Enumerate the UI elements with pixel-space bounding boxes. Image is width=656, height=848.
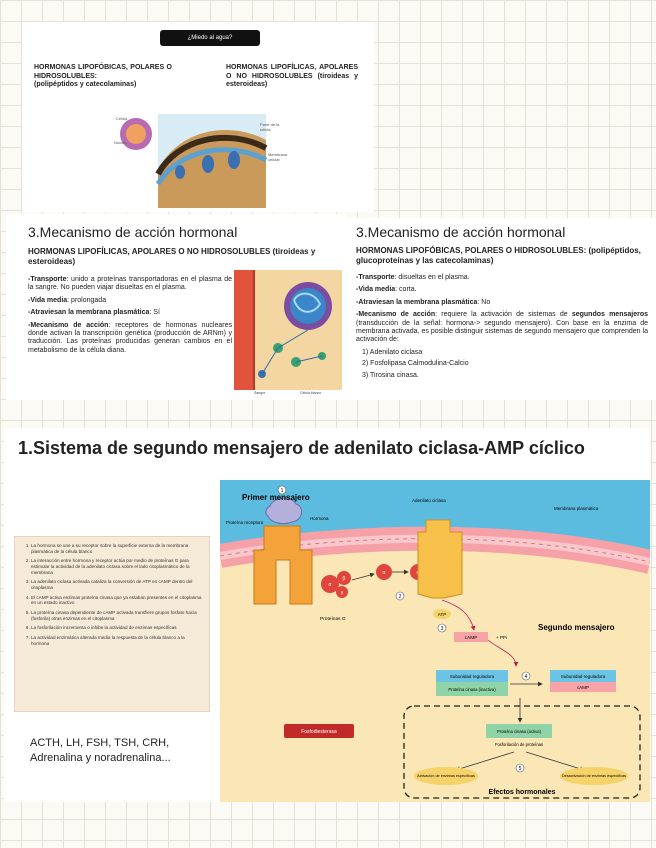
- svg-text:Subunidad reguladora: Subunidad reguladora: [449, 674, 495, 679]
- svg-text:Proteína cinasa (inactiva): Proteína cinasa (inactiva): [448, 687, 496, 692]
- lipofobicas-header: [34, 64, 172, 90]
- svg-text:Subunidad reguladora: Subunidad reguladora: [560, 674, 606, 679]
- slide-adenilato-ciclasa: [4, 428, 650, 802]
- svg-text:5: 5: [518, 766, 522, 772]
- slide3-title: 3.Mecanismo de acción hormonal: [356, 224, 566, 240]
- slide3-properties: [356, 274, 648, 383]
- svg-text:Núcleo: Núcleo: [114, 140, 127, 145]
- phosphorylation-label: Fosforilación de proteínas: [494, 742, 544, 747]
- steps-panel: [14, 536, 210, 712]
- adenylate-cyclase-label: Adenilato ciclasa: [412, 498, 446, 503]
- svg-text:Sangre: Sangre: [254, 391, 266, 395]
- svg-text:γ: γ: [340, 590, 344, 596]
- hormone-label: Hormona: [310, 516, 329, 521]
- prop-mecanismo: -Mecanismo de acción: receptores de hormonas nucleares donde activan la transcripción genética (producción de ARNm) y traducción. Las proteínas producidas generan cambios en el metabolismo de la célula diana.: [28, 321, 232, 354]
- hormonal-effects-label: Efectos hormonales: [488, 789, 556, 796]
- slide-lipofobicas-vs-lipofilicas: [22, 22, 374, 212]
- svg-text:α: α: [328, 582, 332, 588]
- slide-lipofobicas-mecanismo: [346, 218, 656, 400]
- adenylate-cyclase: [418, 520, 462, 598]
- slide2-title: 3.Mecanismo de acción hormonal: [28, 224, 238, 240]
- prop3-transporte: -Transporte: disueltas en el plasma.: [356, 274, 470, 281]
- svg-text:3: 3: [440, 626, 444, 632]
- prop-transporte: -Transporte: unido a proteínas transportadoras en el plasma de la sangre. No pueden viajar disueltas en el plasma.: [28, 276, 232, 292]
- steps-list: [23, 543, 203, 646]
- first-messenger-label: Primer mensajero: [242, 493, 310, 502]
- title-pill: ¿Miedo al agua?: [160, 30, 260, 46]
- slide2-properties: [28, 276, 232, 359]
- cell-membrane-illustration: [108, 110, 288, 210]
- prop-vida-media: -Vida media: prolongada: [28, 296, 107, 304]
- lipofobicas-title: HORMONAS LIPOFÓBICAS, POLARES O HIDROSOLUBLES:: [34, 64, 172, 80]
- nuclear-receptor-illustration: [234, 270, 342, 396]
- slide3-subtitle: HORMONAS LIPOFÓBICAS, POLARES O HIDROSOLUBLES: (polipéptidos, glucoproteínas y las catecolaminas): [356, 246, 641, 265]
- svg-text:α: α: [382, 570, 386, 576]
- svg-text:β: β: [342, 576, 346, 582]
- step-item: 5. La proteína cinasa dependiente de cAMP activada transfiere grupos fosfato hacia (fosforila) otras enzimas en el citoplasma: [31, 610, 203, 621]
- hormones-line2: Adrenalina y noradrenalina...: [30, 752, 171, 764]
- prop3-mecanismo: -Mecanismo de acción: requiere la activación de sistemas de segundos mensajeros (transducción de la señal: hormona-> segundo mensajero). Con base en la enzima de membrana activada, es posible distinguir sistemas de segundo mensajero que comprenden la activación de:: [356, 311, 648, 344]
- svg-text:Desactivación de enzimas espec: Desactivación de enzimas específicas: [561, 774, 627, 778]
- step-item: 3. La adenilato ciclasa activada cataliza la conversión de ATP en cAMP dentro del citoplasma: [31, 579, 203, 590]
- svg-text:+ PPi: + PPi: [496, 635, 507, 640]
- step-item: 1. La hormona se une a su receptor sobre la superficie externa de la membrana plasmática de la célula blanco: [31, 543, 203, 554]
- svg-text:Célula blanco: Célula blanco: [300, 391, 322, 395]
- svg-text:Célula: Célula: [116, 116, 128, 121]
- slide-lipofilicas-mecanismo: [6, 214, 346, 400]
- camp-pathway-diagram: [220, 480, 650, 802]
- prop3-vida-media: -Vida media: corta.: [356, 286, 417, 294]
- mechanism-item: 2) Fosfolipasa Calmodulina-Calcio: [362, 360, 469, 368]
- g-proteins-label: Proteínas G: [320, 617, 346, 622]
- mechanism-item: 3) Tirosina cinasa.: [362, 371, 419, 379]
- svg-text:2: 2: [398, 594, 402, 600]
- lipofilicas-title: HORMONAS LIPOFÍLICAS, APOLARES O NO HIDROSOLUBLES: [226, 64, 358, 80]
- svg-text:Activación de enzimas específi: Activación de enzimas específicas: [417, 774, 475, 778]
- prop3-membrana: -Atraviesan la membrana plasmática: No: [356, 298, 491, 306]
- svg-text:cAMP: cAMP: [464, 636, 478, 641]
- step-item: 7. La actividad enzimática alterada media la respuesta de la célula blanco a la hormona: [31, 635, 203, 646]
- svg-text:4: 4: [524, 674, 528, 680]
- svg-text:cAMP: cAMP: [576, 685, 590, 690]
- svg-text:célula: célula: [260, 127, 271, 132]
- slide2-subtitle: HORMONAS LIPOFÍLICAS, APOLARES O NO HIDROSOLUBLES (tiroideas y esteroideas): [28, 247, 316, 266]
- svg-text:ATP: ATP: [437, 612, 447, 617]
- hormone-examples: [30, 736, 210, 766]
- svg-text:Membrana: Membrana: [268, 152, 288, 157]
- step-item: 2. La interacción entre hormona y receptor actúa por medio de proteínas G para estimular la actividad de la adenilato ciclasa sobre el lado citoplasmático de la membrana: [31, 558, 203, 575]
- hormones-line1: ACTH, LH, FSH, TSH, CRH,: [30, 737, 170, 749]
- svg-text:celular: celular: [268, 157, 280, 162]
- lipofobicas-subtitle: (polipéptidos y catecolaminas): [34, 81, 137, 88]
- svg-text:Proteína cinasa (activa): Proteína cinasa (activa): [497, 729, 541, 734]
- membrane-label: Membrana plasmática: [554, 506, 599, 511]
- slide4-title: 1.Sistema de segundo mensajero de adenilato ciclasa-AMP cíclico: [18, 438, 585, 458]
- second-messenger-label: Segundo mensajero: [538, 623, 615, 632]
- receptor-label: Proteína receptora: [226, 520, 264, 525]
- lipofilicas-subtitle: (tiroideas y esteroideas): [226, 72, 358, 88]
- svg-text:1: 1: [280, 488, 284, 494]
- mechanism-item: 1) Adenilato ciclasa: [362, 348, 423, 356]
- svg-text:Parte de la: Parte de la: [260, 122, 280, 127]
- step-item: 4. El cAMP activa enzimas proteína cinasa que ya estaban presentes en el citoplasma en un estado inactivo: [31, 595, 203, 606]
- prop-membrana: -Atraviesan la membrana plasmática: Sí: [28, 309, 160, 317]
- step-item: 6. La fosforilación incrementa o inhibe la actividad de enzimas específicas: [31, 625, 203, 631]
- svg-text:Fosfodiesterasa: Fosfodiesterasa: [301, 729, 337, 735]
- mechanism-list: [362, 349, 648, 380]
- lipofilicas-header: [226, 64, 358, 90]
